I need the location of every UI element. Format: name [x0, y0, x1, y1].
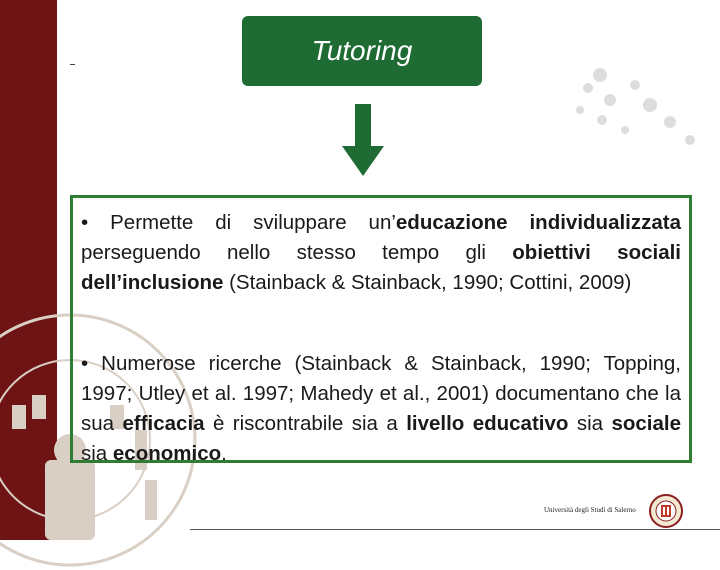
bold-text: efficacia [122, 412, 205, 435]
bold-text: economico [112, 442, 222, 465]
text: . [221, 442, 227, 465]
text: è riscontrabile sia a [204, 412, 407, 435]
bold-text: sociale [611, 412, 682, 435]
bullet: • [81, 352, 89, 375]
bold-text: educazione individualizzata [395, 211, 681, 234]
text: Numerose ricerche (Stainback & Stainback, 1990; Topping, 1997; Utley et al. 1997; Mahedy et al., 2001) documentano che la sua [81, 352, 681, 435]
footer-divider [190, 529, 720, 530]
text: Permette di sviluppare un’ [88, 211, 396, 234]
bold-text: obiettivi sociali dell’inclusione [81, 241, 681, 294]
university-seal-icon [648, 493, 684, 529]
text: perseguendo nello stesso tempo gli [81, 241, 513, 264]
text: sia [81, 442, 113, 465]
title-box [242, 16, 482, 86]
bullet-paragraph-1 [81, 208, 681, 298]
small-dash [70, 64, 75, 65]
page-title: Tutoring [311, 35, 413, 66]
content-box [70, 195, 692, 463]
text: (Stainback & Stainback, 1990; Cottini, 2009) [223, 271, 632, 294]
bullet-paragraph-2 [81, 349, 681, 469]
decorative-dots [540, 60, 700, 180]
arrow-down-icon [342, 104, 384, 176]
bold-text: livello educativo [406, 412, 569, 435]
text: sia [568, 412, 612, 435]
bullet: • [81, 211, 89, 234]
footer-university-name: Università degli Studi di Salerno [544, 506, 636, 514]
